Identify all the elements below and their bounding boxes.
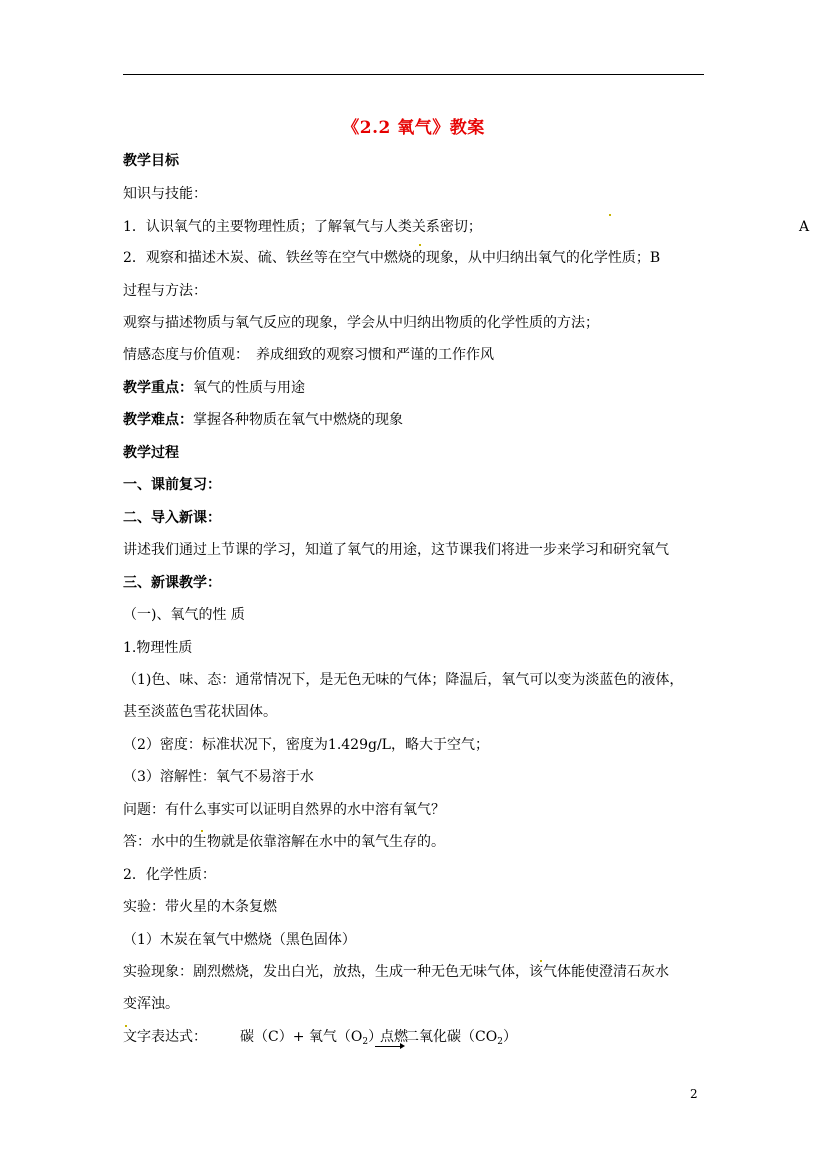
text-line <box>123 217 810 237</box>
text-line: 答：水中的生物就是依靠溶解在水中的氧气生存的。 <box>123 834 445 850</box>
header-rule <box>123 74 704 75</box>
level-marker: A <box>799 219 810 235</box>
section-heading: 一、课前复习： <box>123 477 221 493</box>
key-point-label: 教学重点： <box>123 380 193 396</box>
section-heading: 三、新课教学： <box>123 575 221 591</box>
product-text: 二氧化碳（CO <box>405 1029 498 1045</box>
reaction-condition: 点燃 <box>380 1029 408 1045</box>
equation-label: 文字表达式： <box>123 1029 207 1045</box>
reaction-arrow-icon <box>375 1046 403 1047</box>
document-title: 《2.2 氧气》教案 <box>342 118 485 138</box>
text-line: 实验：带火星的木条复燃 <box>123 899 277 915</box>
text-line: （2）密度：标准状况下，密度为1.429g/L，略大于空气； <box>123 737 489 753</box>
text-segment: 1．认识氧气的主要物理性质；了解氧气与人类关系密切； <box>123 219 482 235</box>
difficulty-text: 掌握各种物质在氧气中燃烧的现象 <box>193 412 403 428</box>
text-line: 实验现象：剧烈燃烧，发出白光，放热，生成一种无色无味气体，该气体能使澄清石灰水 <box>123 964 669 980</box>
text-line: 讲述我们通过上节课的学习，知道了氧气的用途，这节课我们将进一步来学习和研究氧气 <box>123 542 669 558</box>
speck-mark <box>540 960 542 962</box>
text-line: 2．化学性质： <box>123 867 216 883</box>
difficulty-label: 教学难点： <box>123 412 193 428</box>
speck-mark <box>609 214 611 216</box>
reactants-close: ） <box>368 1029 383 1045</box>
section-heading: 二、导入新课： <box>123 510 221 526</box>
section-heading-process: 教学过程 <box>123 445 179 461</box>
subscript: 2 <box>362 1037 369 1047</box>
text-line: 问题：有什么事实可以证明自然界的水中溶有氧气？ <box>123 802 445 818</box>
speck-mark <box>201 830 203 832</box>
section-heading-objectives: 教学目标 <box>123 153 179 169</box>
text-line <box>123 378 708 398</box>
product-close: ） <box>502 1029 517 1045</box>
text-line: 情感态度与价值观： 养成细致的观察习惯和严谨的工作作风 <box>123 347 494 363</box>
equation-product <box>405 1027 517 1052</box>
speck-mark <box>125 1025 127 1027</box>
text-line: 观察与描述物质与氧气反应的现象，学会从中归纳出物质的化学性质的方法； <box>123 315 599 331</box>
text-line: 2．观察和描述木炭、硫、铁丝等在空气中燃烧的现象，从中归纳出氧气的化学性质；B <box>123 250 661 266</box>
text-line: （1)色、味、态：通常情况下，是无色无味的气体；降温后，氧气可以变为淡蓝色的液体， <box>123 672 684 688</box>
text-line: （3）溶解性：氧气不易溶于水 <box>123 769 314 785</box>
page-number: 2 <box>690 1087 698 1101</box>
reactants-text: 碳（C）+ 氧气（O <box>240 1029 363 1045</box>
text-line: （1）木炭在氧气中燃烧（黑色固体） <box>123 932 356 948</box>
speck-mark <box>419 244 421 246</box>
text-line: 知识与技能： <box>123 186 207 202</box>
word-equation-line <box>123 1027 708 1047</box>
text-line <box>123 410 708 430</box>
text-line: （一)、氧气的性 质 <box>123 607 245 623</box>
text-line: 1.物理性质 <box>123 640 193 656</box>
key-point-text: 氧气的性质与用途 <box>193 380 305 396</box>
text-line: 过程与方法： <box>123 283 207 299</box>
text-line: 甚至淡蓝色雪花状固体。 <box>123 704 277 720</box>
equation-reactants <box>240 1027 382 1052</box>
subscript: 2 <box>497 1037 503 1047</box>
text-line: 变浑浊。 <box>123 996 179 1012</box>
